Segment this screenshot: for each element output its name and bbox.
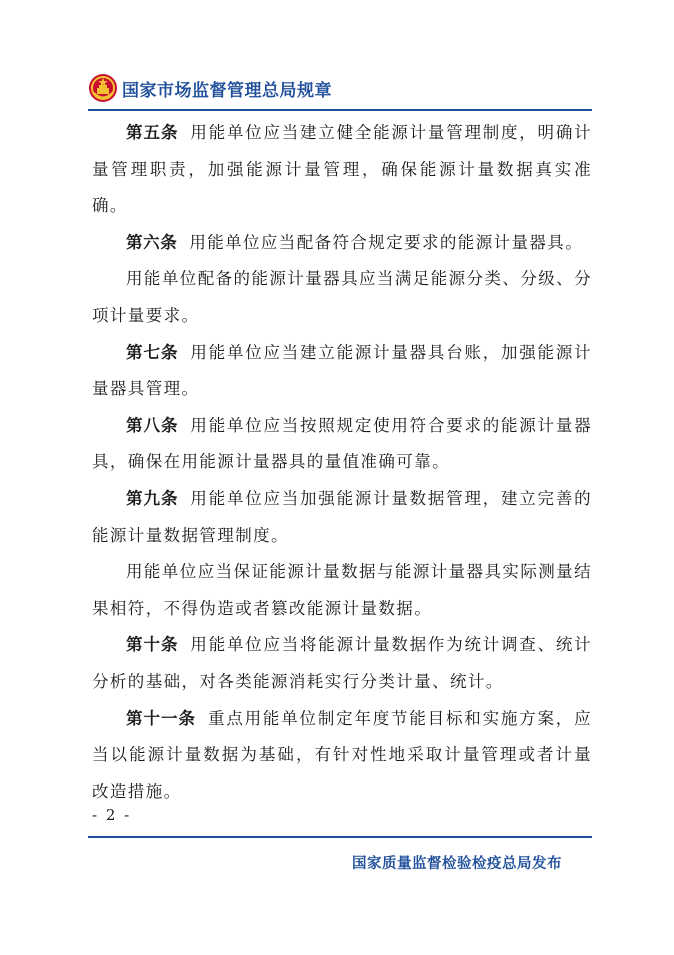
paragraph-text: 用能单位应当建立健全能源计量管理制度，明确计量管理职责，加强能源计量管理，确保能源计量数据真实准确。 bbox=[92, 123, 592, 216]
article-number: 第五条 bbox=[126, 123, 179, 142]
document-body bbox=[92, 115, 592, 810]
paragraph-text: 用能单位应当将能源计量数据作为统计调查、统计分析的基础，对各类能源消耗实行分类计量、统计。 bbox=[92, 635, 592, 691]
article-number: 第九条 bbox=[126, 488, 179, 508]
paragraph-text: 用能单位应当加强能源计量数据管理，建立完善的能源计量数据管理制度。 bbox=[92, 488, 592, 545]
article-number: 第十条 bbox=[126, 635, 179, 655]
paragraph-text: 用能单位应当保证能源计量数据与能源计量器具实际测量结果相符，不得伪造或者篡改能源计量数据。 bbox=[92, 562, 592, 618]
paragraph bbox=[92, 408, 592, 481]
paragraph bbox=[92, 261, 592, 334]
paragraph bbox=[92, 115, 592, 225]
article-number: 第十一条 bbox=[126, 708, 197, 728]
paragraph-text: 用能单位应当建立能源计量器具台账，加强能源计量器具管理。 bbox=[92, 342, 592, 399]
paragraph-text: 用能单位配备的能源计量器具应当满足能源分类、分级、分项计量要求。 bbox=[92, 269, 592, 325]
paragraph bbox=[92, 627, 592, 700]
document-header bbox=[88, 68, 592, 108]
paragraph-text: 用能单位应当配备符合规定要求的能源计量器具。 bbox=[189, 232, 584, 252]
paragraph-text: 用能单位应当按照规定使用符合要求的能源计量器具，确保在用能源计量器具的量值准确可靠。 bbox=[92, 415, 592, 472]
page-number: - 2 - bbox=[92, 806, 132, 824]
article-number: 第八条 bbox=[126, 415, 179, 435]
header-title: 国家市场监督管理总局规章 bbox=[122, 80, 332, 101]
article-number: 第六条 bbox=[126, 232, 178, 252]
paragraph bbox=[92, 335, 592, 408]
paragraph bbox=[92, 554, 592, 627]
paragraph bbox=[92, 701, 592, 811]
paragraph-text: 重点用能单位制定年度节能目标和实施方案，应当以能源计量数据为基础，有针对性地采取计量管理或者计量改造措施。 bbox=[92, 708, 592, 801]
paragraph bbox=[92, 481, 592, 554]
national-emblem-icon bbox=[88, 73, 118, 103]
footer-publisher: 国家质量监督检验检疫总局发布 bbox=[352, 856, 562, 872]
footer-divider bbox=[88, 836, 592, 838]
header-divider bbox=[88, 109, 592, 111]
paragraph bbox=[92, 225, 592, 262]
article-number: 第七条 bbox=[126, 342, 179, 362]
